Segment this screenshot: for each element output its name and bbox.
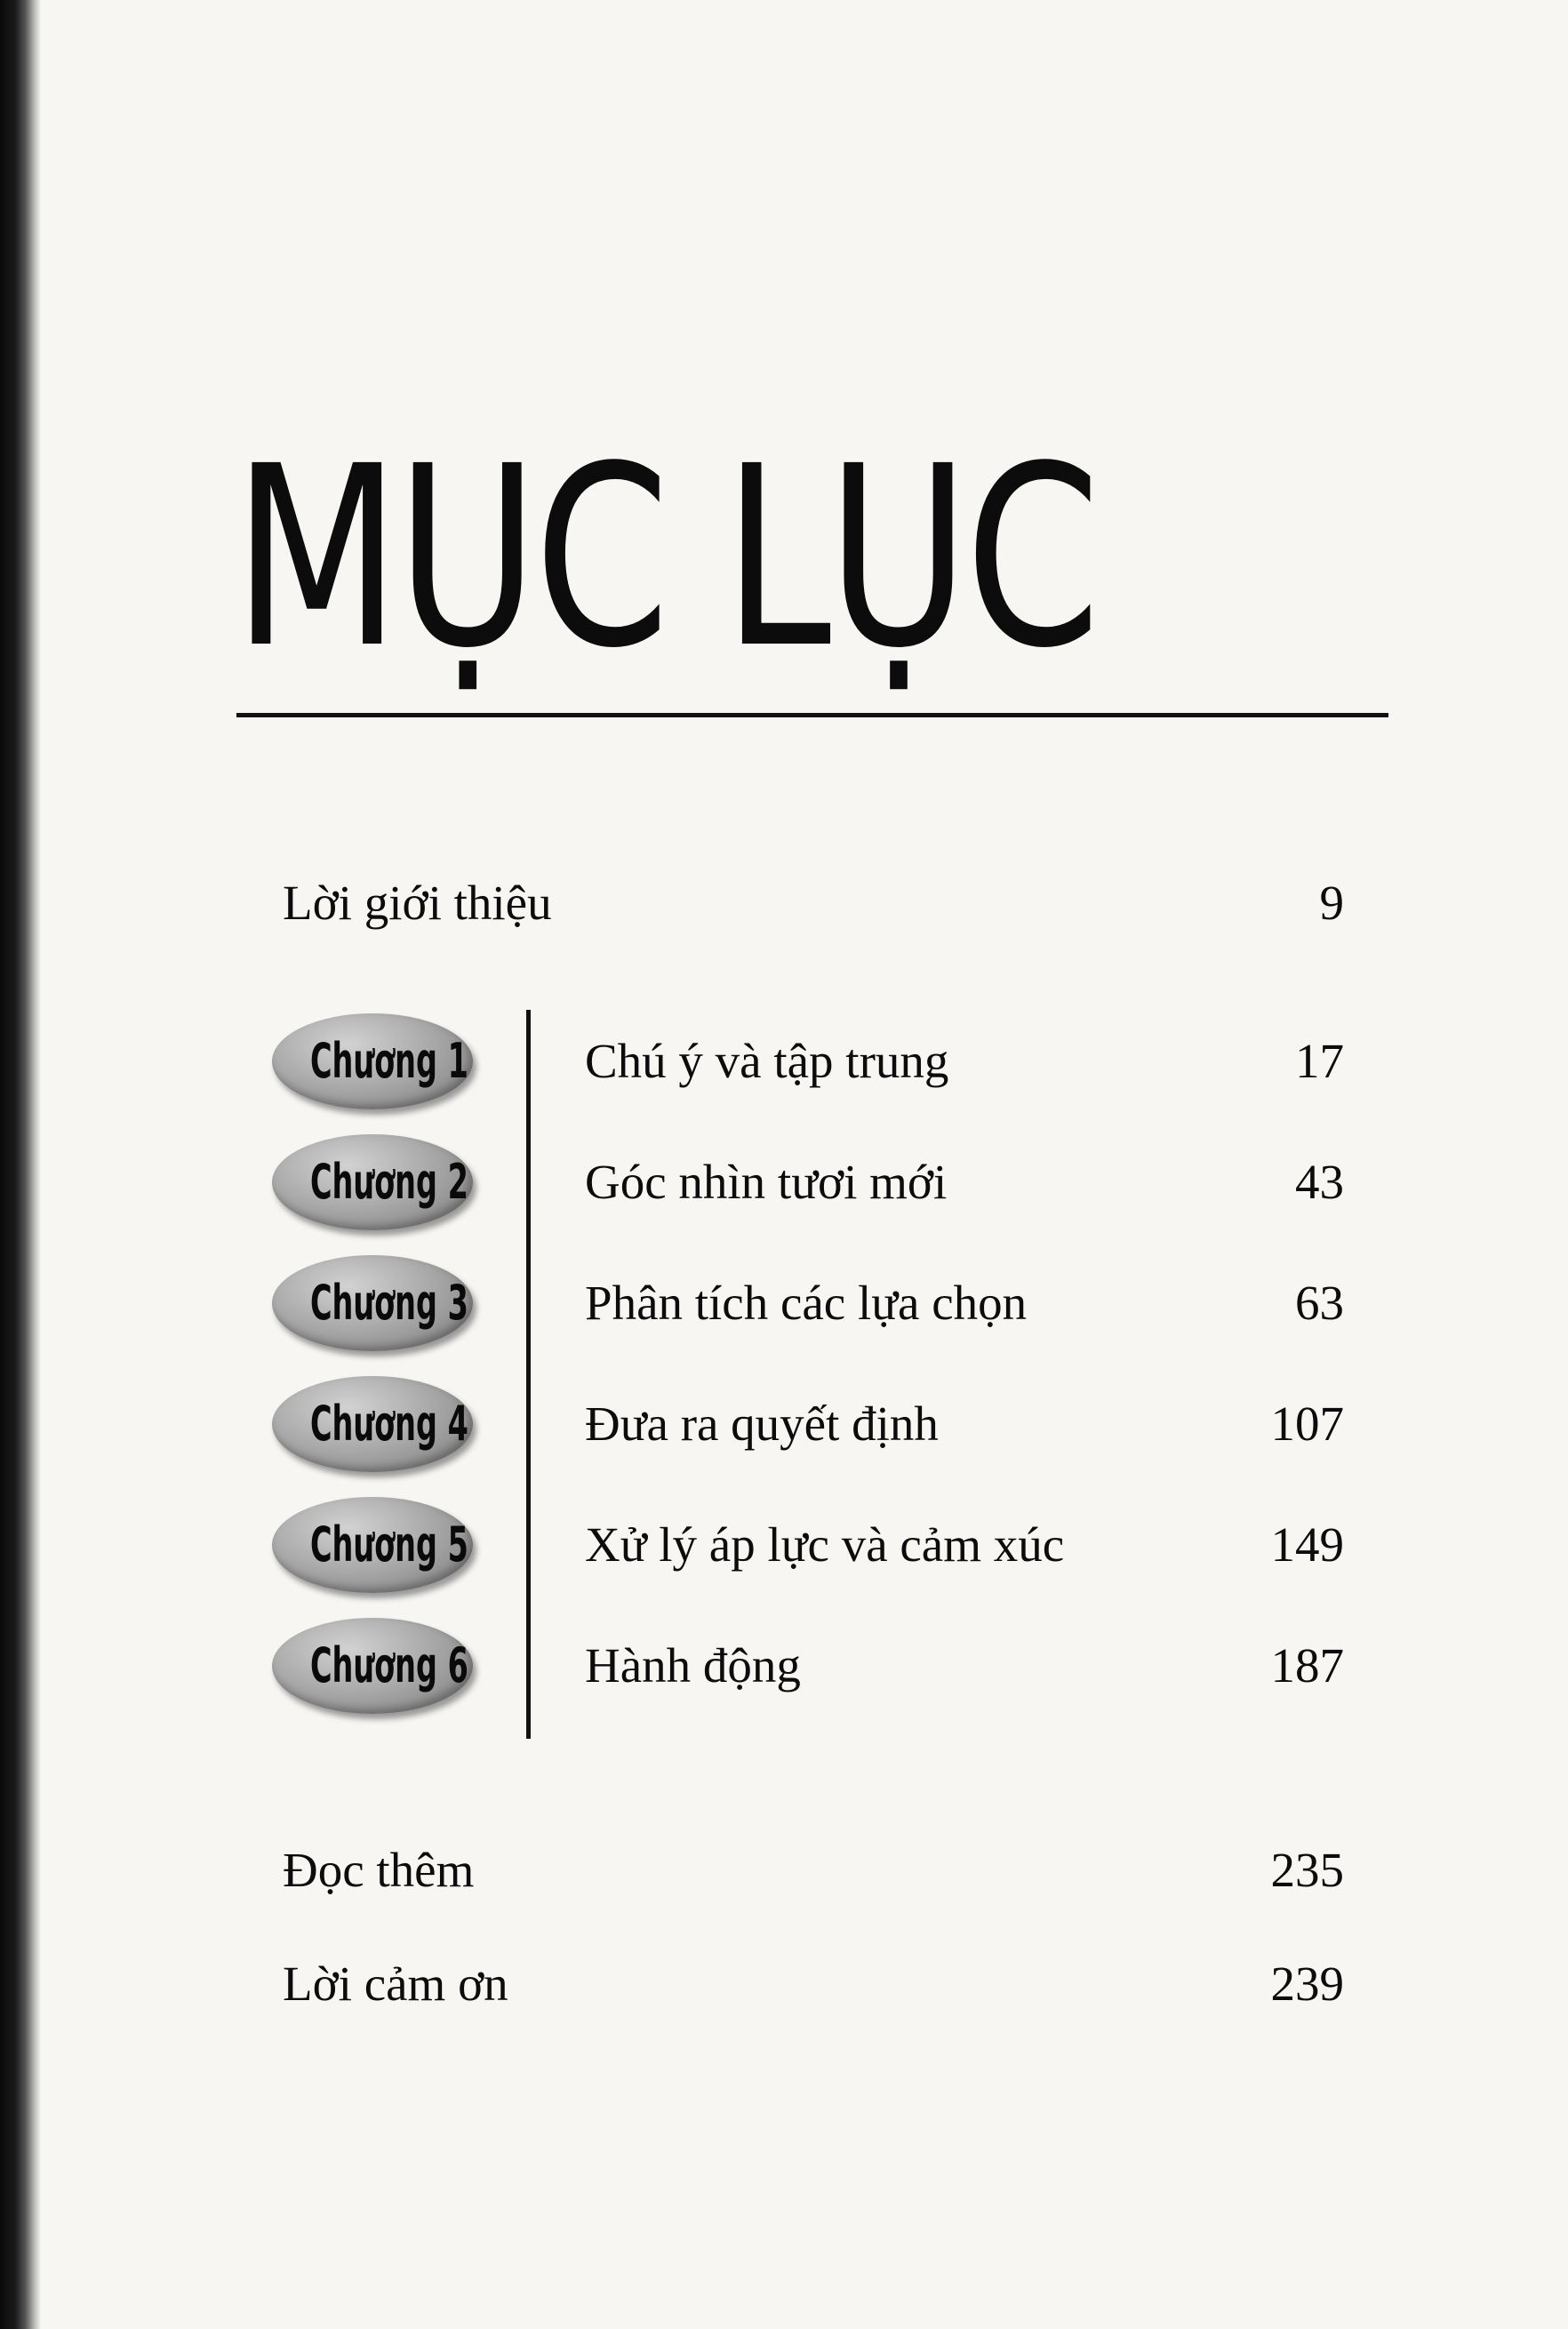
- toc-entry-label: Đọc thêm: [283, 1843, 475, 1897]
- chapter-row-5: [272, 1493, 1344, 1597]
- page-title: MỤC LỤC: [233, 413, 1097, 703]
- chapter-row-3: [272, 1252, 1344, 1355]
- chapter-badge: [272, 1134, 473, 1230]
- chapter-badge-label: Chương 5: [309, 1517, 468, 1573]
- chapter-badge: [272, 1013, 473, 1109]
- toc-entry-page-number: 235: [1270, 1843, 1344, 1897]
- chapter-row-4: [272, 1373, 1344, 1476]
- chapter-badge-label: Chương 1: [309, 1033, 468, 1089]
- toc-entry-label: Lời giới thiệu: [283, 876, 552, 930]
- chapter-title: Đưa ra quyết định: [585, 1397, 939, 1451]
- chapter-title: Hành động: [585, 1638, 801, 1693]
- chapter-page-number: 63: [1295, 1276, 1344, 1330]
- toc-entry-page-number: 239: [1270, 1957, 1344, 2011]
- chapter-page-number: 17: [1295, 1034, 1344, 1088]
- chapter-badge-label: Chương 6: [309, 1637, 468, 1693]
- title-rule: [236, 713, 1388, 717]
- chapter-page-number: 187: [1270, 1638, 1344, 1693]
- chapter-page-number: 107: [1270, 1397, 1344, 1451]
- toc-entry-introduction: [283, 868, 1344, 939]
- toc-entry-label: Lời cảm ơn: [283, 1957, 508, 2011]
- chapter-row-2: [272, 1131, 1344, 1234]
- chapter-title: Xử lý áp lực và cảm xúc: [585, 1517, 1065, 1572]
- chapter-badge: [272, 1255, 473, 1351]
- toc-entry-acknowledgements: [283, 1949, 1344, 2020]
- chapter-badge-label: Chương 2: [309, 1154, 468, 1210]
- chapter-title: Phân tích các lựa chọn: [585, 1276, 1028, 1330]
- toc-entry-page-number: 9: [1319, 876, 1344, 930]
- chapter-title: Góc nhìn tươi mới: [585, 1155, 948, 1209]
- chapter-title: Chú ý và tập trung: [585, 1034, 949, 1088]
- chapter-list: [272, 1010, 1344, 1739]
- chapter-row-6: [272, 1614, 1344, 1717]
- chapter-row-1: [272, 1010, 1344, 1113]
- chapter-page-number: 43: [1295, 1155, 1344, 1209]
- chapter-badge-label: Chương 3: [309, 1275, 468, 1331]
- chapter-badge-label: Chương 4: [309, 1396, 468, 1452]
- chapter-badge: [272, 1618, 473, 1714]
- chapter-page-number: 149: [1270, 1517, 1344, 1572]
- book-spine-shadow: [0, 0, 41, 2329]
- chapter-badge: [272, 1376, 473, 1472]
- chapter-badge: [272, 1497, 473, 1593]
- toc-entry-further-reading: [283, 1835, 1344, 1906]
